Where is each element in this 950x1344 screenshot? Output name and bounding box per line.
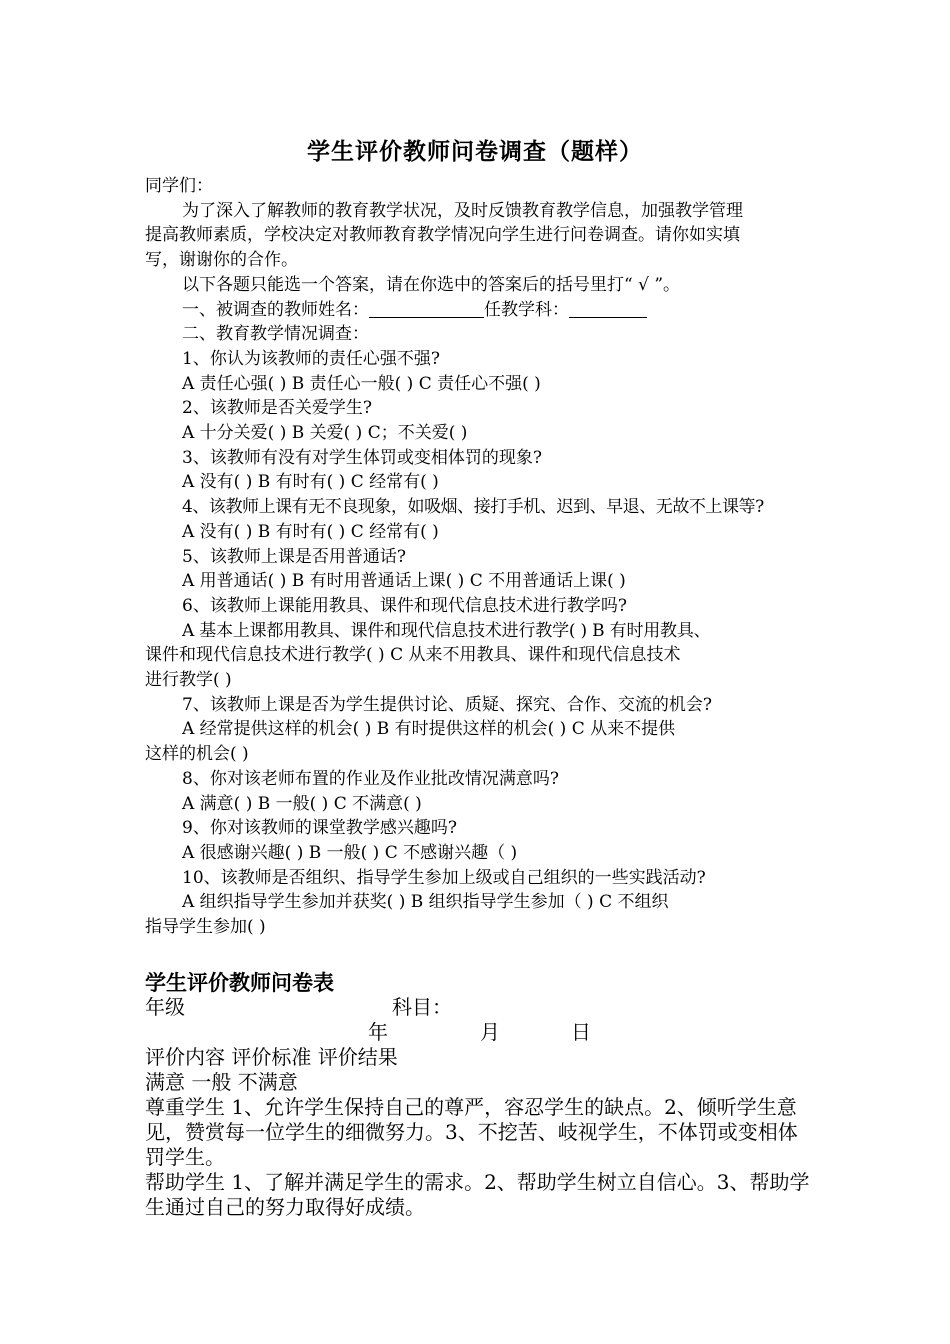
- question-6: 6、该教师上课能用教具、课件和现代信息技术进行教学吗?: [182, 595, 627, 616]
- form-subject-label: 科目：: [392, 995, 452, 1019]
- greeting: 同学们：: [145, 176, 213, 196]
- question-5-options: A 用普通话( ) B 有时用普通话上课( ) C 不用普通话上课( ): [182, 571, 626, 592]
- question-7-options-line-2: 这样的机会( ): [145, 744, 249, 765]
- document-title: 学生评价教师问卷调查（题样）: [307, 138, 643, 165]
- question-9-options: A 很感谢兴趣( ) B 一般( ) C 不感谢兴趣（ ): [182, 842, 518, 863]
- table-subheader: 满意 一般 不满意: [145, 1070, 298, 1094]
- question-8: 8、你对该老师布置的作业及作业批改情况满意吗?: [182, 768, 559, 789]
- question-2-options: A 十分关爱( ) B 关爱( ) C；不关爱( ): [182, 423, 468, 444]
- question-7: 7、该教师上课是否为学生提供讨论、质疑、探究、合作、交流的机会?: [182, 694, 712, 715]
- subject-blank[interactable]: [569, 299, 647, 318]
- date-row: [145, 1020, 810, 1045]
- question-6-options-line-1: A 基本上课都用教具、课件和现代信息技术进行教学( ) B 有时用教具、: [182, 620, 711, 641]
- teacher-name-label: 一、被调查的教师姓名：: [182, 299, 369, 320]
- question-8-options: A 满意( ) B 一般( ) C 不满意( ): [182, 793, 422, 814]
- grade-subject-row: [145, 995, 810, 1020]
- section1-line: [145, 298, 810, 323]
- question-4-options: A 没有( ) B 有时有( ) C 经常有( ): [182, 521, 439, 542]
- question-10-options-line-2: 指导学生参加( ): [145, 917, 266, 938]
- question-4: 4、该教师上课有无不良现象，如吸烟、接打手机、迟到、早退、无故不上课等?: [182, 497, 764, 518]
- teacher-name-blank[interactable]: [369, 299, 484, 318]
- question-1: 1、你认为该教师的责任心强不强?: [182, 348, 440, 369]
- intro-line-1: 为了深入了解教师的教育教学状况，及时反馈教育教学信息，加强教学管理: [182, 200, 743, 221]
- table-row-respect: 尊重学生 1、允许学生保持自己的尊严，容忍学生的缺点。2、倾听学生意见，赞赏每一位学生的细微努力。3、不挖苦、岐视学生，不体罚或变相体罚学生。: [145, 1095, 798, 1169]
- evaluation-form-title: 学生评价教师问卷表: [145, 970, 334, 995]
- question-3: 3、该教师有没有对学生体罚或变相体罚的现象?: [182, 447, 542, 468]
- evaluation-form: [145, 970, 810, 1220]
- question-10: 10、该教师是否组织、指导学生参加上级或自己组织的一些实践活动?: [182, 867, 706, 888]
- date-year: 年: [368, 1020, 388, 1044]
- questionnaire-body: [145, 174, 810, 940]
- intro-line-3: 写，谢谢你的合作。: [145, 250, 298, 271]
- table-header: 评价内容 评价标准 评价结果: [145, 1045, 398, 1069]
- intro-line-2: 提高教师素质，学校决定对教师教育教学情况向学生进行问卷调查。请你如实填: [145, 225, 740, 246]
- question-1-options: A 责任心强( ) B 责任心一般( ) C 责任心不强( ): [182, 373, 541, 394]
- section2-label: 二、教育教学情况调查：: [182, 324, 369, 345]
- subject-label: 任教学科：: [484, 299, 569, 320]
- question-9: 9、你对该教师的课堂教学感兴趣吗?: [182, 818, 457, 839]
- table-row-help: 帮助学生 1、了解并满足学生的需求。2、帮助学生树立自信心。3、帮助学生通过自己的努力取得好成绩。: [145, 1170, 810, 1219]
- date-month: 月: [480, 1020, 500, 1044]
- question-10-options-line-1: A 组织指导学生参加并获奖( ) B 组织指导学生参加（ ) C 不组织: [182, 892, 669, 913]
- question-5: 5、该教师上课是否用普通话?: [182, 546, 406, 567]
- date-day: 日: [571, 1020, 591, 1044]
- question-6-options-line-2: 课件和现代信息技术进行教学( ) C 从来不用教具、课件和现代信息技术: [145, 645, 681, 666]
- question-6-options-line-3: 进行教学( ): [145, 670, 232, 691]
- question-3-options: A 没有( ) B 有时有( ) C 经常有( ): [182, 472, 439, 493]
- question-7-options-line-1: A 经常提供这样的机会( ) B 有时提供这样的机会( ) C 从来不提供: [182, 719, 676, 740]
- instruction: 以下各题只能选一个答案，请在你选中的答案后的括号里打“ √ ”。: [182, 274, 681, 295]
- grade-label: 年级: [145, 995, 185, 1019]
- question-2: 2、该教师是否关爱学生?: [182, 398, 372, 419]
